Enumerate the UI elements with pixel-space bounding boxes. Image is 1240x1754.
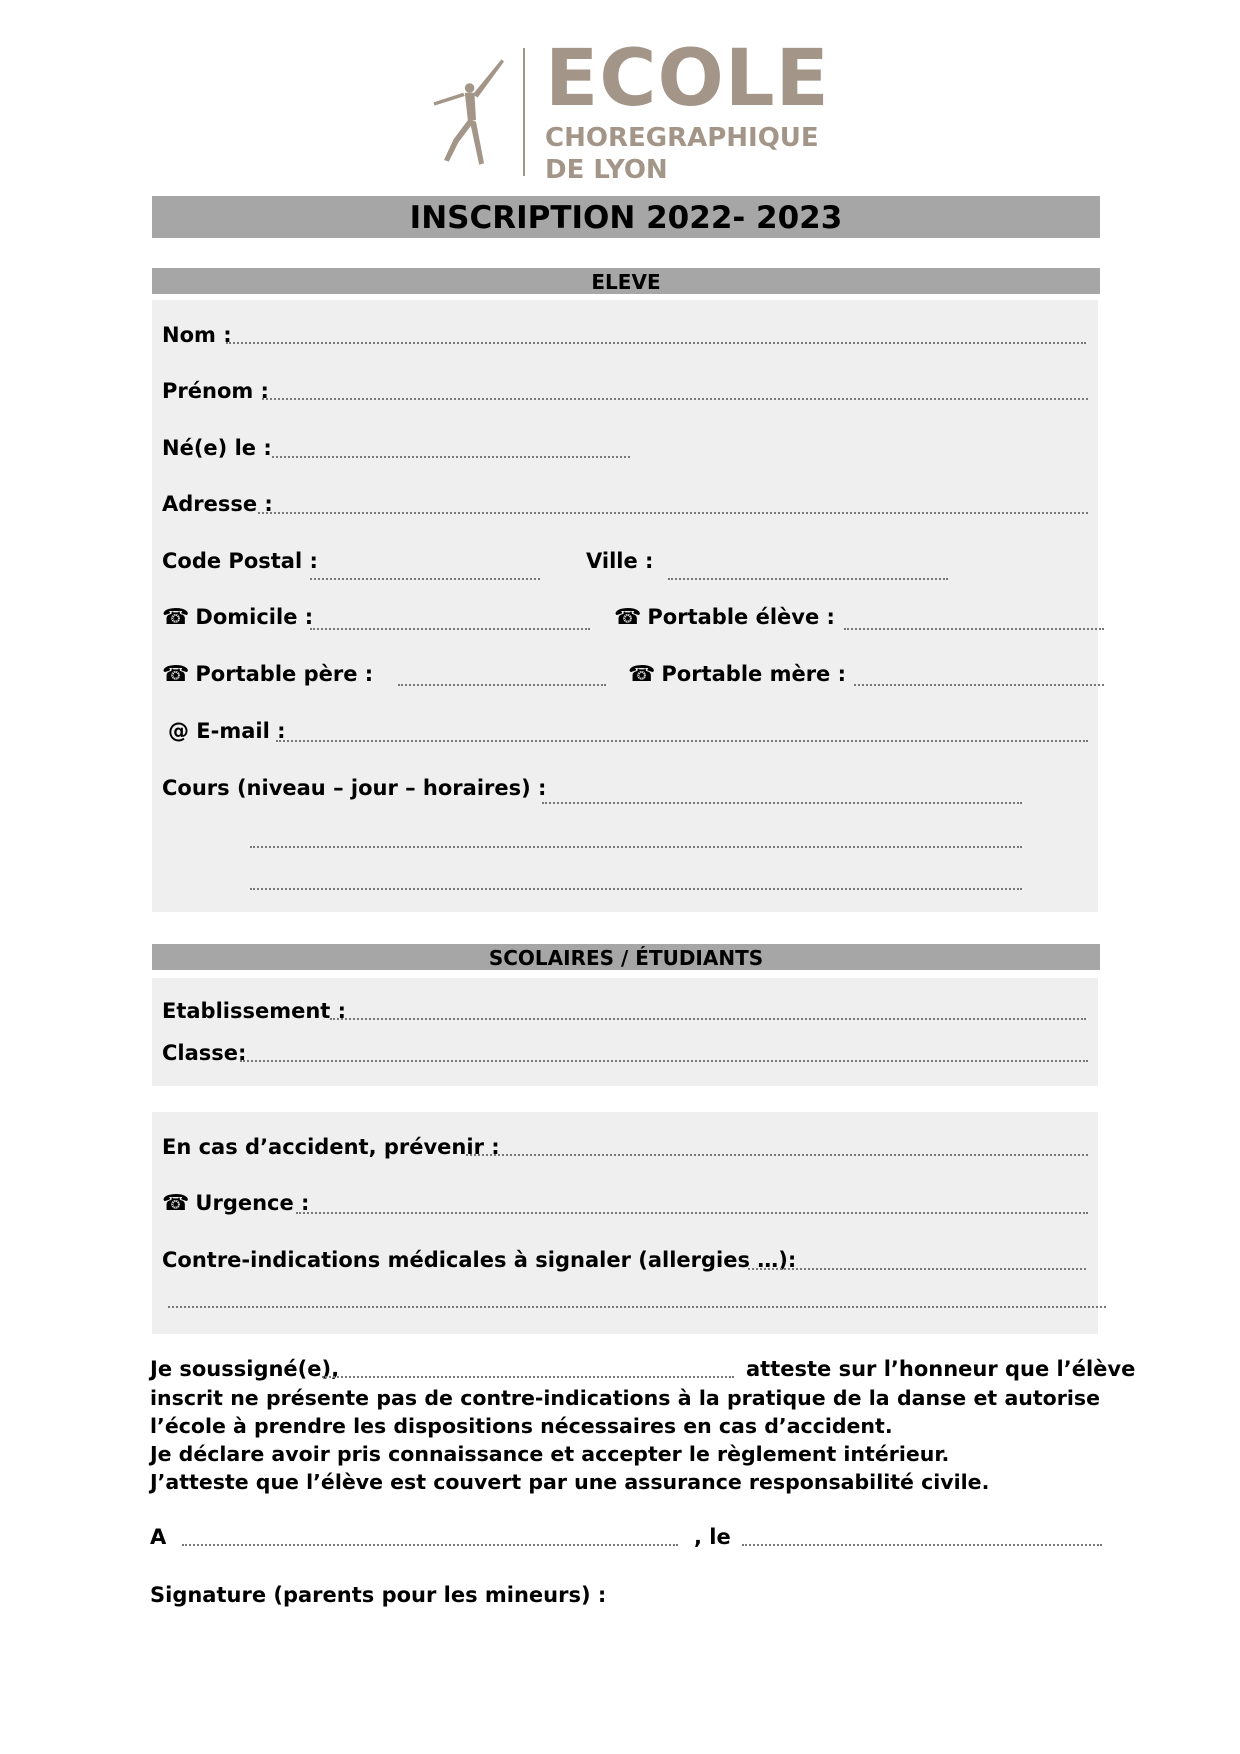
domicile-label-group [162,604,313,631]
portable-pere-label: Portable père : [195,662,374,686]
cours-field-line-3[interactable] [250,888,1022,890]
classe-label: Classe: [162,1041,247,1065]
telephone-icon: ☎ [628,662,656,687]
adresse-label: Adresse : [162,492,273,516]
section-heading-eleve: ELEVE [152,268,1100,294]
lieu-field[interactable] [182,1544,678,1546]
logo-line-1: ECOLE [545,34,830,124]
telephone-icon: ☎ [162,662,190,687]
portable-pere-field[interactable] [398,684,606,686]
logo-text [545,34,830,186]
logo-divider [523,48,525,176]
portable-eleve-label-group [614,604,835,631]
urgence-label-group [162,1190,309,1217]
domicile-field[interactable] [310,628,590,630]
lieu-label: A [150,1525,167,1549]
code-postal-label: Code Postal : [162,549,318,573]
attestation-line-3: l’école à prendre les dispositions nécessaires en cas d’accident. [150,1414,893,1438]
date-field[interactable] [742,1544,1102,1546]
contre-indications-field-line-2[interactable] [168,1306,1106,1308]
ville-field[interactable] [668,578,948,580]
je-soussigne-label: Je soussigné(e), [150,1357,340,1381]
domicile-label: Domicile : [195,605,314,629]
adresse-field[interactable] [258,512,1088,514]
urgence-label: Urgence : [195,1191,310,1215]
prevenir-label: En cas d’accident, prévenir : [162,1135,500,1159]
attestation-line-4: Je déclare avoir pris connaissance et accepter le règlement intérieur. [150,1442,950,1466]
cours-label: Cours (niveau – jour – horaires) : [162,776,547,800]
section-heading-scolaires: SCOLAIRES / ÉTUDIANTS [152,944,1100,970]
scolaires-panel [152,978,1098,1086]
email-field[interactable] [276,740,1088,742]
attestation-paragraph [150,1384,1100,1496]
nom-label: Nom : [162,323,232,347]
cours-field-line-2[interactable] [250,846,1022,848]
birthdate-label: Né(e) le : [162,436,272,460]
portable-mere-label: Portable mère : [661,662,847,686]
urgence-field[interactable] [296,1212,1088,1214]
signature-label: Signature (parents pour les mineurs) : [150,1583,607,1607]
telephone-icon: ☎ [614,605,642,630]
attestation-line-2: inscrit ne présente pas de contre-indications à la pratique de la danse et autorise [150,1386,1100,1410]
ville-label: Ville : [586,549,654,573]
portable-eleve-field[interactable] [844,628,1104,630]
email-label: @ E-mail : [168,719,286,743]
code-postal-field[interactable] [310,578,540,580]
portable-mere-label-group [628,661,846,688]
portable-eleve-label: Portable élève : [647,605,835,629]
date-label: , le [694,1525,731,1549]
telephone-icon: ☎ [162,605,190,630]
etablissement-field[interactable] [330,1018,1086,1020]
contre-indications-label: Contre-indications médicales à signaler (allergies …): [162,1248,797,1272]
attestation-line-5: J’atteste que l’élève est couvert par une assurance responsabilité civile. [150,1470,990,1494]
telephone-icon: ☎ [162,1191,190,1216]
nom-field[interactable] [226,342,1086,344]
logo-line-3: DE LYON [545,155,668,185]
etablissement-label: Etablissement : [162,999,347,1023]
soussigne-name-field[interactable] [322,1376,734,1378]
birthdate-field[interactable] [272,456,630,458]
prenom-label: Prénom : [162,379,269,403]
cours-field-line-1[interactable] [542,802,1022,804]
atteste-label: atteste sur l’honneur que l’élève [746,1357,1136,1381]
dancer-logo-icon [428,44,524,180]
prevenir-field[interactable] [466,1154,1088,1156]
page-title: INSCRIPTION 2022- 2023 [152,196,1100,238]
portable-mere-field[interactable] [854,684,1104,686]
classe-field[interactable] [240,1060,1088,1062]
logo-line-2: CHOREGRAPHIQUE [545,123,819,153]
contre-indications-field-line-1[interactable] [748,1268,1086,1270]
portable-pere-label-group [162,661,373,688]
prenom-field[interactable] [262,398,1088,400]
